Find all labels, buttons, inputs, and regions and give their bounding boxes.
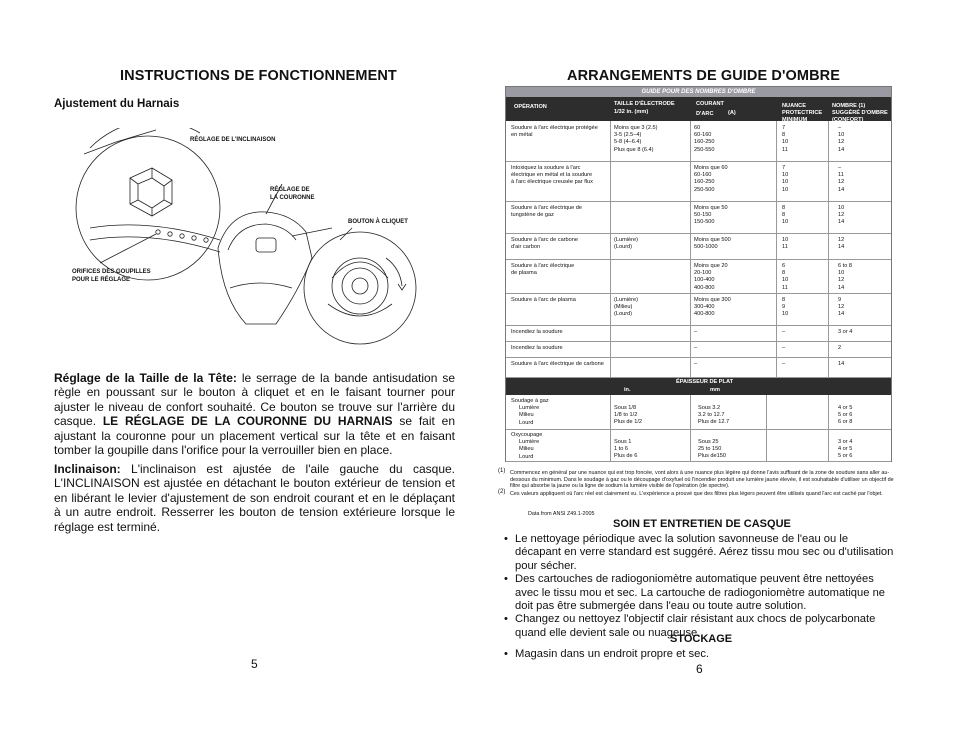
table-cell-min-shade: 11 (782, 146, 788, 153)
label-pin-holes-2: POUR LE RÉGLAGE (72, 277, 131, 283)
table-cell-current: 160-250 (694, 179, 715, 186)
table-cell-min-shade: 8 (782, 132, 786, 139)
table-cell-min-shade: 10 (782, 172, 789, 179)
table-cell-min-shade: – (782, 329, 786, 335)
plate-cell-suggested-shade: 4 or 5 (838, 405, 853, 411)
plate-cell-inches: 1/8 to 1/2 (614, 412, 638, 419)
table-cell-electrode-size: 5-8 (4–6.4) (614, 139, 642, 146)
plate-column-divider (766, 395, 767, 461)
table-cell-current: 150-500 (694, 219, 715, 226)
table-cell-min-shade: 10 (782, 277, 789, 284)
table-cell-suggested-shade: – (838, 165, 842, 171)
storage-list (504, 648, 896, 661)
table-column-divider (828, 121, 829, 377)
table-cell-min-shade: – (782, 345, 786, 351)
plate-cell-suggested-shade: 4 or 5 (838, 446, 853, 453)
table-column-divider (610, 121, 611, 377)
table-cell-current: 100-400 (694, 277, 715, 284)
plate-cell-operation: Lumière (519, 405, 540, 412)
table-cell-min-shade: 8 (782, 212, 786, 219)
table-cell-current: 250-500 (694, 186, 715, 193)
table-cell-suggested-shade: 12 (838, 139, 845, 146)
table-row-divider (506, 357, 891, 358)
plate-cell-operation: Oxycoupage (511, 432, 543, 438)
plate-cell-mm: Sous 25 (698, 439, 719, 445)
list-item-text: Le nettoyage périodique avec la solution savonneuse de l'eau ou le décapant en verre standard est suggéré. Aérez tissu mou sec ou d'utilisation pour sécher. (515, 533, 894, 572)
label-ratchet-knob: BOUTON À CLIQUET (348, 219, 408, 225)
table-cell-suggested-shade: 10 (838, 132, 845, 139)
left-page-title: INSTRUCTIONS DE FONCTIONNEMENT (120, 68, 397, 84)
table-cell-suggested-shade: 12 (838, 237, 845, 243)
table-cell-min-shade: 10 (782, 219, 789, 226)
table-cell-operation: tungstène de gaz (511, 212, 554, 219)
shade-guide-table (505, 86, 892, 462)
plate-cell-operation: Lumière (519, 439, 540, 446)
table-cell-current: 50-150 (694, 212, 712, 219)
table-cell-min-shade: 8 (782, 205, 786, 211)
table-cell-current: Moins que 60 (694, 165, 728, 171)
plate-column-divider (610, 395, 611, 461)
label-crown-adjustment-2: LA COURONNE (270, 195, 315, 201)
plate-cell-operation: Lourd (519, 453, 534, 460)
footnote-2: Ces valeurs appliquent où l'arc réel est clairement vu. L'expérience a prouvé que des filtres plus légers peuvent être utilisés quand l'arc est caché par l'objet. (510, 491, 883, 497)
table-cell-electrode-size: (Lumière) (614, 297, 638, 303)
plate-cell-inches: Sous 1/8 (614, 405, 637, 411)
bullet-icon: • (504, 573, 508, 586)
table-cell-current: 250-550 (694, 146, 715, 153)
list-item (504, 648, 896, 661)
table-cell-current: 160-250 (694, 139, 715, 146)
plate-cell-inches: Plus de 1/2 (614, 419, 642, 426)
table-cell-operation: d'air carbon (511, 244, 541, 251)
table-cell-operation: Soudure à l'arc électrique (511, 263, 575, 269)
right-page-title: ARRANGEMENTS DE GUIDE D'OMBRE (567, 68, 840, 84)
plate-cell-suggested-shade: 3 or 4 (838, 439, 853, 445)
table-cell-current: Moins que 500 (694, 237, 731, 243)
table-cell-suggested-shade: 14 (838, 219, 845, 226)
table-row-divider (506, 161, 891, 162)
table-cell-suggested-shade: 14 (838, 361, 845, 367)
plate-cell-suggested-shade: 5 or 6 (838, 412, 853, 419)
plate-cell-operation: Lourd (519, 419, 534, 426)
care-title: SOIN ET ENTRETIEN DE CASQUE (613, 518, 791, 530)
table-cell-suggested-shade: 14 (838, 244, 845, 251)
head-size-paragraph: Réglage de la Taille de la Tête: le serrage de la bande antisudation se règle en poussant sur le bouton à cliquet et en le faisant tourner pour ajuster le niveau de confort souhaité. Ce bouton se trouve sur l'arrière du casque. LE RÉGLAGE DE LA COURONNE DU HARNAIS se fait en ajustant la couronne pour un placement vertical sur la tête et en faisant tomber la goupille dans l'orifice pour la verrouiller bien en place. (54, 371, 456, 458)
care-list (504, 533, 896, 640)
storage-title: STOCKAGE (670, 633, 733, 645)
table-row-divider (506, 377, 891, 378)
table-cell-suggested-shade: 14 (838, 186, 845, 193)
table-row-divider (506, 259, 891, 260)
table-cell-suggested-shade: 3 or 4 (838, 329, 853, 335)
table-cell-current: 20-100 (694, 270, 712, 277)
plate-cell-mm: 3.2 to 12.7 (698, 412, 725, 419)
table-cell-current: 300-400 (694, 304, 715, 311)
table-cell-operation: Incendiez la soudure (511, 329, 563, 335)
table-column-divider (776, 121, 777, 377)
list-item-text: Changez ou nettoyez l'objectif clair résistant aux chocs de polycarbonate quand elle devient sale ou nuageuse. (515, 613, 876, 639)
table-cell-operation: Soudure à l'arc électrique de (511, 205, 583, 211)
plate-cell-mm: Plus de 12.7 (698, 419, 730, 426)
list-item (504, 533, 896, 573)
table-cell-operation: Soudure à l'arc électrique de carbone (511, 361, 604, 367)
helmet-harness-illustration (60, 128, 460, 350)
table-cell-current: – (694, 361, 698, 367)
table-title: GUIDE POUR DES NOMBRES D'OMBRE (506, 87, 891, 97)
plate-cell-suggested-shade: 6 or 8 (838, 419, 853, 426)
table-cell-suggested-shade: 12 (838, 304, 845, 311)
plate-cell-inches: Sous 1 (614, 439, 632, 445)
table-cell-current: Moins que 300 (694, 297, 731, 303)
table-cell-electrode-size: (Lumière) (614, 237, 638, 243)
table-cell-suggested-shade: 10 (838, 205, 845, 211)
table-row-divider (506, 325, 891, 326)
table-cell-suggested-shade: 12 (838, 179, 845, 186)
plate-cell-operation: Milieu (519, 412, 534, 419)
plate-cell-operation: Soudage à gaz (511, 398, 549, 404)
table-cell-min-shade: 10 (782, 237, 789, 243)
table-cell-current: 60 (694, 125, 701, 131)
label-tilt-adjustment: RÉGLAGE DE L'INCLINAISON (190, 137, 276, 143)
table-cell-electrode-size: Plus que 8 (6.4) (614, 146, 654, 153)
table-cell-min-shade: 9 (782, 304, 786, 311)
table-cell-current: 500-1000 (694, 244, 718, 251)
plate-header-bar: ÉPAISSEUR DE PLAT in. mm (506, 377, 891, 395)
table-cell-current: 400-800 (694, 311, 715, 318)
table-cell-operation: à l'arc électrique creusée par flux (511, 179, 593, 186)
table-cell-current: – (694, 345, 698, 351)
table-cell-suggested-shade: – (838, 125, 842, 131)
bullet-icon: • (504, 648, 508, 660)
table-cell-suggested-shade: 14 (838, 146, 845, 153)
table-header-bar: OPÉRATION TAILLE D'ÉLECTRODE 1/32 in. (mm) COURANT D'ARC (A) NUANCE PROTECTRICE MINIMUM NOMBRE (1) SUGGÉRÉ D'OMBRE (CONFORT) (506, 97, 891, 121)
table-cell-operation: électrique en métal et la soudure (511, 172, 593, 179)
footnote-2-mark: (2) (498, 489, 506, 495)
harness-subtitle: Ajustement du Harnais (54, 98, 180, 110)
label-pin-holes-1: ORIFICES DES GOUPILLES (72, 269, 151, 275)
table-cell-suggested-shade: 9 (838, 297, 842, 303)
data-source: Data from ANSI Z49.1-2005 (528, 511, 595, 517)
table-row-divider (506, 293, 891, 294)
plate-cell-mm: 25 to 150 (698, 446, 722, 453)
table-row-divider (506, 341, 891, 342)
table-column-divider (690, 121, 691, 377)
list-item-text: Des cartouches de radiogoniomètre automatique peuvent être nettoyées avec le tissu mou et sec. La cartouche de radiogoniomètre automatique ne doit pas être submergée dans l'eau ou toute autre solution. (515, 573, 886, 613)
table-cell-operation: Soudure à l'arc de carbone (511, 237, 578, 243)
table-cell-min-shade: 10 (782, 311, 789, 318)
table-cell-min-shade: 7 (782, 125, 786, 131)
plate-column-divider (690, 395, 691, 461)
table-cell-current: Moins que 50 (694, 205, 728, 211)
table-cell-current: 60-160 (694, 172, 712, 179)
list-item (504, 573, 896, 613)
table-cell-suggested-shade: 12 (838, 212, 845, 219)
page-number-left: 5 (251, 657, 258, 671)
plate-cell-suggested-shade: 5 or 6 (838, 453, 853, 460)
table-cell-operation: de plasma (511, 270, 537, 277)
table-cell-suggested-shade: 6 to 8 (838, 263, 852, 269)
table-cell-min-shade: 10 (782, 179, 789, 186)
table-cell-min-shade: 8 (782, 297, 786, 303)
plate-row-divider (506, 461, 891, 462)
page-number-right: 6 (696, 662, 703, 676)
plate-cell-mm: Plus de150 (698, 453, 726, 460)
table-cell-operation: Soudure à l'arc de plasma (511, 297, 576, 303)
tilt-paragraph: Inclinaison: L'inclinaison est ajustée de l'aile gauche du casque. L'INCLINAISON est ajustée en détachant le bouton extérieur de tension et en libérant le levier d'ajustement de son endroit courant et en le déplaçant à un autre endroit. Resserrer les bouton de tension extérieure lorsque le réglage est terminé. (54, 462, 455, 534)
plate-cell-mm: Sous 3.2 (698, 405, 721, 411)
table-cell-electrode-size: (Lourd) (614, 244, 633, 251)
table-cell-min-shade: 10 (782, 139, 789, 146)
table-cell-suggested-shade: 14 (838, 284, 845, 291)
table-cell-operation: Incendiez la soudure (511, 345, 563, 351)
table-cell-suggested-shade: 14 (838, 311, 845, 318)
table-cell-min-shade: 11 (782, 244, 788, 251)
bullet-icon: • (504, 533, 508, 545)
table-cell-suggested-shade: 10 (838, 270, 845, 277)
table-cell-min-shade: 6 (782, 263, 786, 269)
table-cell-min-shade: 10 (782, 186, 789, 193)
table-cell-current: – (694, 329, 698, 335)
table-cell-electrode-size: (Milieu) (614, 304, 633, 311)
plate-column-divider (828, 395, 829, 461)
plate-cell-inches: 1 to 6 (614, 446, 628, 453)
table-cell-suggested-shade: 11 (838, 172, 844, 179)
list-item-text: Magasin dans un endroit propre et sec. (515, 648, 710, 660)
table-cell-electrode-size: Moins que 3 (2.5) (614, 125, 658, 131)
table-cell-operation: Intoxiquez la soudure à l'arc (511, 165, 581, 171)
table-cell-current: 400-800 (694, 284, 715, 291)
table-cell-operation: en métal (511, 132, 533, 139)
footnote-1-mark: (1) (498, 468, 506, 474)
table-cell-min-shade: 8 (782, 270, 786, 277)
plate-row-divider (506, 429, 891, 430)
table-cell-min-shade: 11 (782, 284, 788, 291)
table-cell-min-shade: – (782, 361, 786, 367)
table-cell-operation: Soudure à l'arc électrique protégée (511, 125, 598, 131)
table-cell-electrode-size: 3-5 (2.5–4) (614, 132, 642, 139)
table-cell-suggested-shade: 2 (838, 345, 842, 351)
table-cell-suggested-shade: 12 (838, 277, 845, 284)
bullet-icon: • (504, 613, 508, 626)
table-cell-current: 60-160 (694, 132, 712, 139)
plate-cell-operation: Milieu (519, 446, 534, 453)
table-cell-min-shade: 7 (782, 165, 786, 171)
plate-cell-inches: Plus de 6 (614, 453, 638, 460)
footnote-1: Commencez en général par une nuance qui est trop foncée, vont alors à une nuance plus légère qui donne l'avis suffisant de la zone de soudure sans aller au-dessous du minimum. Dans le soudage à gaz ou le découpage d'oxyfuel où l'incendier produit une lumière jaune élevée, il est souhaitable d'utiliser un objectif de filtre qui absorbe la jaune ou la ligne de sodium la lumière visible de l'opération (de spectre). (510, 470, 894, 489)
table-row-divider (506, 201, 891, 202)
table-row-divider (506, 233, 891, 234)
table-cell-electrode-size: (Lourd) (614, 311, 633, 318)
table-cell-current: Moins que 20 (694, 263, 728, 269)
label-crown-adjustment-1: RÉGLAGE DE (270, 187, 310, 193)
